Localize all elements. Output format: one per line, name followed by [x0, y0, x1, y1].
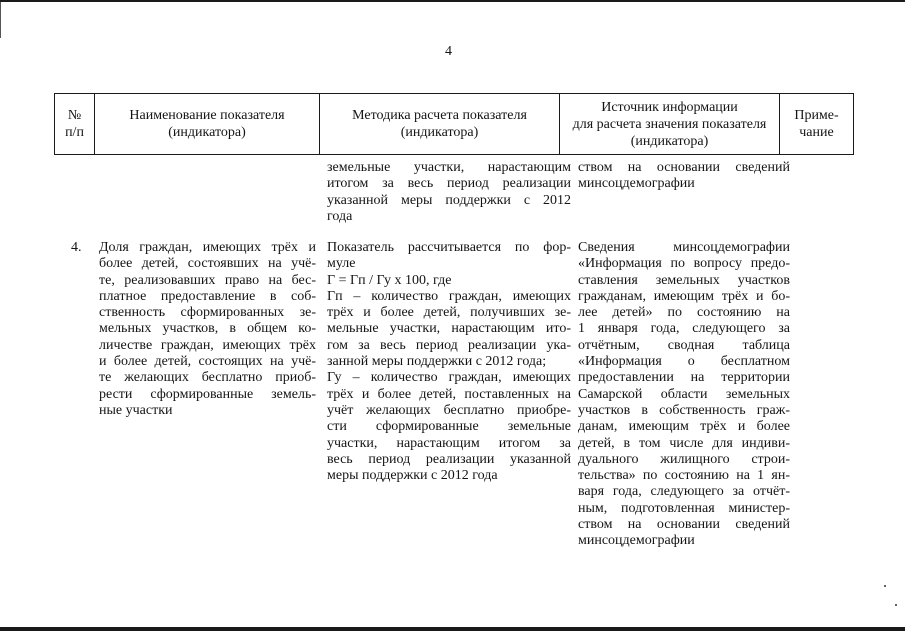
- header-number: [55, 94, 95, 155]
- header-note: [780, 94, 854, 155]
- text-line: данам, имеющим трёх и более: [578, 419, 790, 435]
- top-scan-rule: [0, 0, 905, 2]
- text-line: итогом за весь период реализации: [327, 176, 571, 192]
- text-line: сти сформированные земельные: [327, 419, 571, 435]
- text-line: трёх и более детей, получивших зе-: [327, 305, 571, 321]
- header-line: (индикатора): [630, 133, 709, 149]
- text-line: ным, подготовленная министер-: [578, 500, 790, 516]
- text-line: участков в собственность граж-: [578, 402, 790, 418]
- text-line: ставления земельных участков: [578, 272, 790, 288]
- header-line: п/п: [65, 125, 84, 140]
- text-line: те, реализовавших право на бес-: [99, 272, 316, 288]
- header-line: Приме-: [794, 108, 839, 123]
- header-line: (индикатора): [168, 125, 246, 140]
- calculation-method: [327, 240, 571, 484]
- text-line: «Информация о бесплатном: [578, 354, 790, 370]
- text-line: Показатель рассчитывается по фор-: [327, 240, 571, 255]
- header-line: (индикатора): [400, 125, 479, 140]
- header-line: Методика расчета показателя: [352, 108, 527, 123]
- header-method: [320, 94, 560, 155]
- text-line: рести сформированные земель-: [99, 386, 316, 402]
- text-line: мельные участки, нарастающим ито-: [327, 321, 571, 337]
- text-line: участки, нарастающим итогом за: [327, 435, 571, 451]
- continuation-source: [578, 160, 790, 193]
- text-line: меры поддержки с 2012 года: [327, 468, 498, 484]
- text-line: предоставлении на территории: [578, 370, 790, 386]
- text-line: мельных участков, в общем ко-: [99, 321, 316, 337]
- header-line: Источник информации: [601, 99, 738, 115]
- text-line: более детей, состоявших на учё-: [99, 256, 316, 272]
- header-source: [560, 94, 780, 155]
- text-line: дуального жилищного строи-: [578, 451, 790, 467]
- information-source: [578, 240, 790, 550]
- text-line: варя года, следующего за отчёт-: [578, 484, 790, 500]
- header-line: чание: [799, 125, 834, 140]
- header-line: для расчета значения показателя: [572, 116, 767, 132]
- text-line: указанной меры поддержки с 2012: [327, 192, 571, 208]
- text-line: 1 января года, следующего за: [578, 321, 790, 337]
- text-line: минсоцдемографии: [578, 533, 695, 549]
- bottom-scan-rule: [0, 627, 905, 631]
- text-line: личестве граждан, имеющих трёх: [99, 337, 316, 353]
- text-line: Самарской области земельных: [578, 386, 790, 402]
- text-line: трёх и более детей, поставленных на: [327, 386, 571, 402]
- header-line: №: [67, 108, 82, 123]
- text-line: гом за весь период реализации ука-: [327, 337, 571, 353]
- header-indicator-name: [95, 94, 320, 155]
- text-line: весь период реализации указанной: [327, 451, 571, 467]
- page-number: 4: [445, 44, 452, 59]
- text-line: минсоцдемографии: [578, 176, 695, 192]
- row-number: 4.: [71, 240, 82, 255]
- text-line: ством на основании сведений: [578, 517, 790, 533]
- text-line: Г = Гп / Гу х 100, где: [327, 272, 452, 288]
- text-line: учёт желающих бесплатно приобре-: [327, 402, 571, 418]
- text-line: ные участки: [99, 402, 173, 418]
- table-header: [54, 93, 854, 155]
- text-line: и более детей, состоящих на учё-: [99, 354, 316, 370]
- text-line: Сведения минсоцдемографии: [578, 240, 790, 255]
- scan-speck: [895, 604, 897, 606]
- text-line: года: [327, 208, 353, 224]
- continuation-method: [327, 160, 571, 225]
- text-line: Гп – количество граждан, имеющих: [327, 288, 571, 304]
- text-line: те желающих бесплатно приоб-: [99, 370, 316, 386]
- text-line: детей, в том числе для индиви-: [578, 435, 790, 451]
- text-line: занной меры поддержки с 2012 года;: [327, 354, 547, 370]
- header-line: Наименование показателя: [129, 108, 285, 123]
- text-line: муле: [327, 256, 356, 272]
- text-line: ством на основании сведений: [578, 160, 790, 175]
- text-line: «Информация по вопросу предо-: [578, 256, 790, 272]
- text-line: ственность сформированных зе-: [99, 305, 316, 321]
- text-line: гражданам, имеющим трёх и бо-: [578, 288, 790, 304]
- text-line: Доля граждан, имеющих трёх и: [99, 240, 316, 255]
- text-line: Гу – количество граждан, имеющих: [327, 370, 571, 386]
- indicator-name: [99, 240, 316, 419]
- text-line: отчётным, сводная таблица: [578, 337, 790, 353]
- text-line: тельства» по состоянию на 1 ян-: [578, 468, 790, 484]
- text-line: лее детей» по состоянию на: [578, 305, 790, 321]
- text-line: платное предоставление в соб-: [99, 288, 316, 304]
- scan-speck: [884, 585, 886, 587]
- left-scan-rule: [0, 2, 1, 38]
- text-line: земельные участки, нарастающим: [327, 160, 571, 175]
